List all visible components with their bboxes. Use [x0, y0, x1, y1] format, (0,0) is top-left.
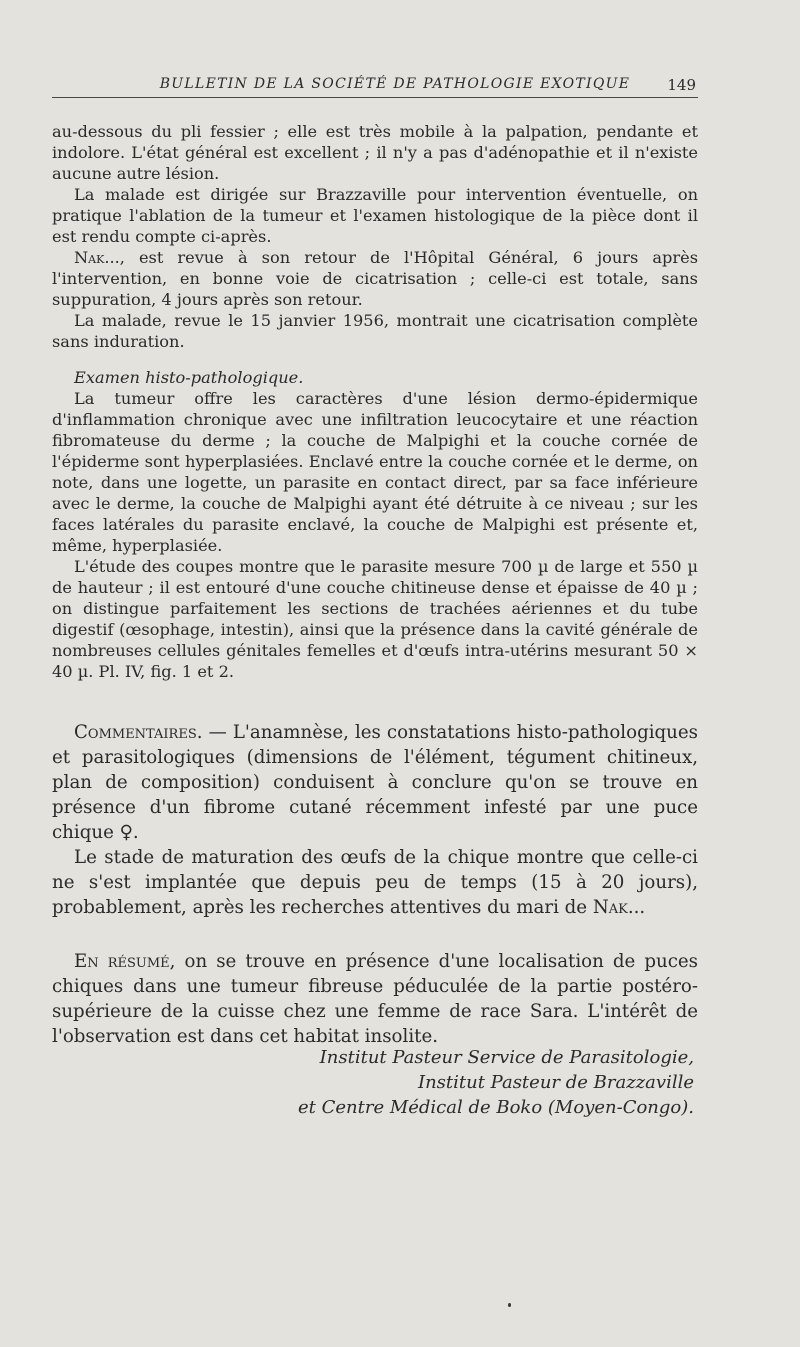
patient-name: Nak... [74, 248, 120, 267]
maturation-text: Le stade de maturation des œufs de la chique montre que celle-ci ne s'est implantée que depuis peu de temps (15 à 20 jours), probablement, après les recherches attentives du mari de [52, 847, 698, 918]
page-number: 149 [667, 76, 696, 94]
paragraph-continuation: au-dessous du pli fessier ; elle est très mobile à la palpation, pendante et indolore. L'état général est excellent ; il n'y a pas d'adénopathie et il n'existe aucune autre lésion. [52, 122, 698, 183]
page-speck [508, 1303, 511, 1307]
paragraph-sections: L'étude des coupes montre que le parasite mesure 700 µ de large et 550 µ de hauteur ; il est entouré d'une couche chitineuse dense et épaisse de 40 µ ; on distingue parfaitement les sections de trachées aériennes et du tube digestif (œsophage, intestin), ainsi que la présence dans la cavité générale de nombreuses cellules génitales femelles et d'œufs intra-utérins mesurant 50 × 40 µ. Pl. IV, fig. 1 et 2. [52, 557, 698, 681]
running-title: BULLETIN DE LA SOCIÉTÉ DE PATHOLOGIE EXOTIQUE [159, 76, 631, 92]
article-body [52, 121, 698, 1049]
summary-label: En résumé [74, 951, 170, 972]
summary-text: , on se trouve en présence d'une localisation de puces chiques dans une tumeur fibreuse péduculée de la partie postéro-supérieure de la cuisse chez une femme de race Sara. L'intérêt de l'observation est dans cet habitat insolite. [52, 951, 699, 1047]
affiliation-line-2: Institut Pasteur de Brazzaville [417, 1072, 694, 1093]
paragraph-maturation [52, 845, 698, 920]
paragraph-follow-up-text: , est revue à son retour de l'Hôpital Général, 6 jours après l'intervention, en bonne voie de cicatrisation ; celle-ci est totale, sans suppuration, 4 jours après son retour. [52, 248, 698, 309]
paragraph-review: La malade, revue le 15 janvier 1956, montrait une cicatrisation complète sans induration. [52, 311, 698, 351]
paragraph-histology: La tumeur offre les caractères d'une lésion dermo-épidermique d'inflammation chronique avec une infiltration leucocytaire et une réaction fibromateuse du derme ; la couche de Malpighi et la couche cornée de l'épiderme sont hyperplasiées. Enclavé entre la couche cornée et le derme, on note, dans une logette, un parasite en contact direct, par sa face inférieure avec le derme, la couche de Malpighi ayant été détruite à ce niveau ; sur les faces latérales du parasite enclavé, la couche de Malpighi est présente et, même, hyperplasiée. [52, 389, 698, 555]
patient-name-2: Nak... [592, 897, 646, 918]
paragraph-summary [52, 949, 698, 1049]
running-header [52, 76, 698, 98]
paragraph-follow-up [52, 247, 698, 310]
section-subheading: Examen histo-pathologique. [74, 368, 304, 387]
comments-text: — L'anamnèse, les constatations histo-pathologiques et parasitologiques (dimensions de l'élément, tégument chitineux, plan de composition) conduisent à conclure qu'on se trouve en présence d'un fibrome cutané récemment infesté par une puce chique ♀. [52, 722, 698, 843]
affiliation-block [298, 1045, 694, 1120]
affiliation-line-3: et Centre Médical de Boko (Moyen-Congo). [297, 1097, 694, 1118]
comments-label: Commentaires. [74, 722, 203, 743]
affiliation-line-1: Institut Pasteur Service de Parasitologie, [319, 1047, 694, 1068]
paragraph-comments [52, 720, 698, 845]
paragraph-surgery: La malade est dirigée sur Brazzaville pour intervention éventuelle, on pratique l'ablation de la tumeur et l'examen histologique de la pièce dont il est rendu compte ci-après. [52, 185, 698, 246]
